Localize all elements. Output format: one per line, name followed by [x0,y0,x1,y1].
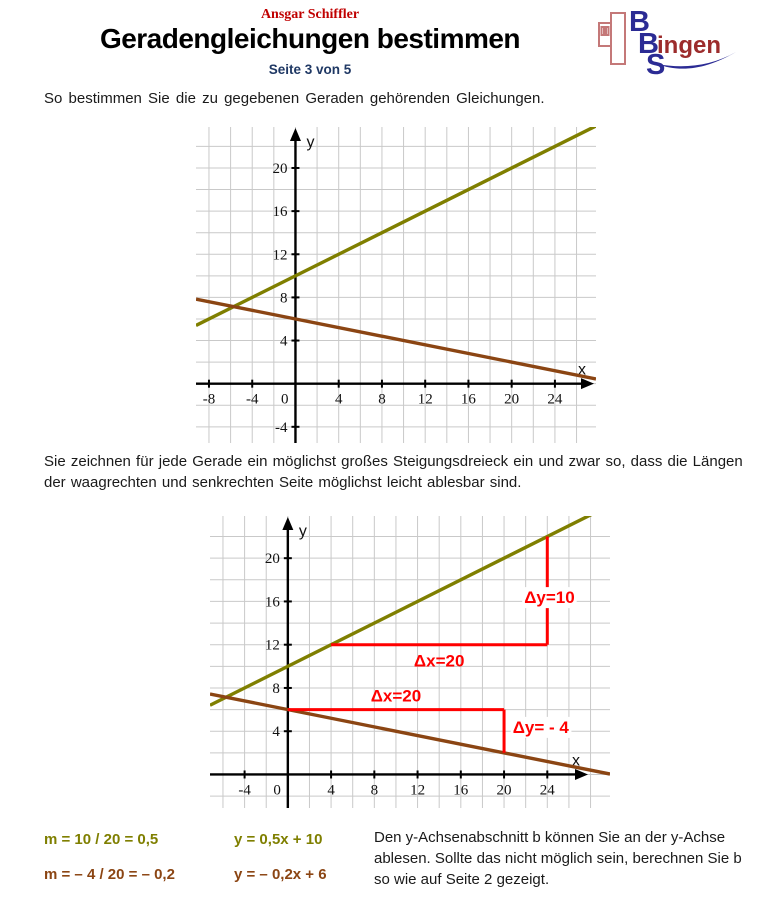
x-tick-label: -4 [238,782,251,799]
y-tick-label: 20 [264,551,280,568]
y-tick-label: 16 [264,594,280,611]
x-tick-label: 0 [273,782,281,799]
graph-given-lines [196,127,596,443]
x-tick-label: 8 [370,782,379,799]
logo-letter-b1: B [629,6,650,38]
x-tick-label: 20 [496,782,512,799]
slope-formula-line1: m = 10 / 20 = 0,5 [44,831,159,848]
x-tick-label: 4 [327,782,335,799]
x-tick-label: 0 [280,391,289,408]
x-tick-label: 16 [453,782,469,799]
y-tick-label: 4 [272,724,280,741]
annotation-label: Δy= - 4 [512,717,569,737]
note-paragraph: Den y-Achsenabschnitt b können Sie an der y-Achse ablesen. Sollte das nicht möglich sein, berechnen Sie b so wie auf Seite 2 gezeigt. [374,829,742,888]
x-tick-label: 12 [410,782,426,799]
annotation-label: Δx=20 [413,651,465,671]
logo-graphic [595,5,745,77]
building-icon [599,13,625,64]
x-axis-label: x [578,361,586,379]
page-number: Seite 3 von 5 [268,62,352,77]
x-tick-label: 8 [378,391,386,408]
slope-formula-line2: m = – 4 / 20 = – 0,2 [44,866,175,883]
x-axis-label: x [572,752,580,770]
y-tick-label: 20 [272,160,288,177]
x-tick-label: -8 [202,391,216,408]
x-tick-label: 4 [334,391,343,408]
bbs-bingen-logo [595,5,745,82]
x-tick-label: 20 [504,391,520,408]
intro-paragraph: So bestimmen Sie die zu gegebenen Geraden gehörenden Gleichungen. [44,90,545,107]
series-line-gerade-1 [196,127,596,325]
y-axis-label: y [298,523,307,540]
equation-line2: y = – 0,2x + 6 [234,866,327,883]
y-tick-label: 8 [279,290,288,307]
y-tick-label: 8 [272,680,280,697]
y-tick-label: 4 [279,333,288,350]
author-name: Ansgar Schiffler [260,7,360,22]
annotation-label: Δx=20 [370,686,422,706]
graph-slope-triangles [210,516,610,808]
y-tick-label: 16 [272,204,288,221]
x-tick-label: 12 [417,391,433,408]
page-title: Geradengleichungen bestimmen [99,23,521,54]
y-tick-label: -4 [274,419,288,436]
instruction-paragraph: Sie zeichnen für jede Gerade ein möglichst großes Steigungsdreieck ein und zwar so, dass die Längen der waagrechten und senkrechten Seite möglichst leicht ablesbar sind. [44,453,743,491]
logo-letter-b2: B [638,28,659,60]
annotation-label: Δy=10 [524,588,575,608]
logo-letter-s: S [646,49,666,77]
series-line-gerade-1 [210,516,610,705]
x-tick-label: 24 [539,782,555,799]
x-tick-label: -4 [245,391,259,408]
y-axis-label: y [306,134,315,151]
y-axis-arrow-icon [290,128,301,141]
logo-word-ingen: ingen [657,32,721,59]
series-line-gerade-2 [196,299,596,379]
y-axis-arrow-icon [282,517,293,530]
y-tick-label: 12 [264,637,280,654]
x-tick-label: 16 [460,391,476,408]
equation-line1: y = 0,5x + 10 [234,831,323,848]
x-tick-label: 24 [547,391,563,408]
y-tick-label: 12 [272,247,288,264]
